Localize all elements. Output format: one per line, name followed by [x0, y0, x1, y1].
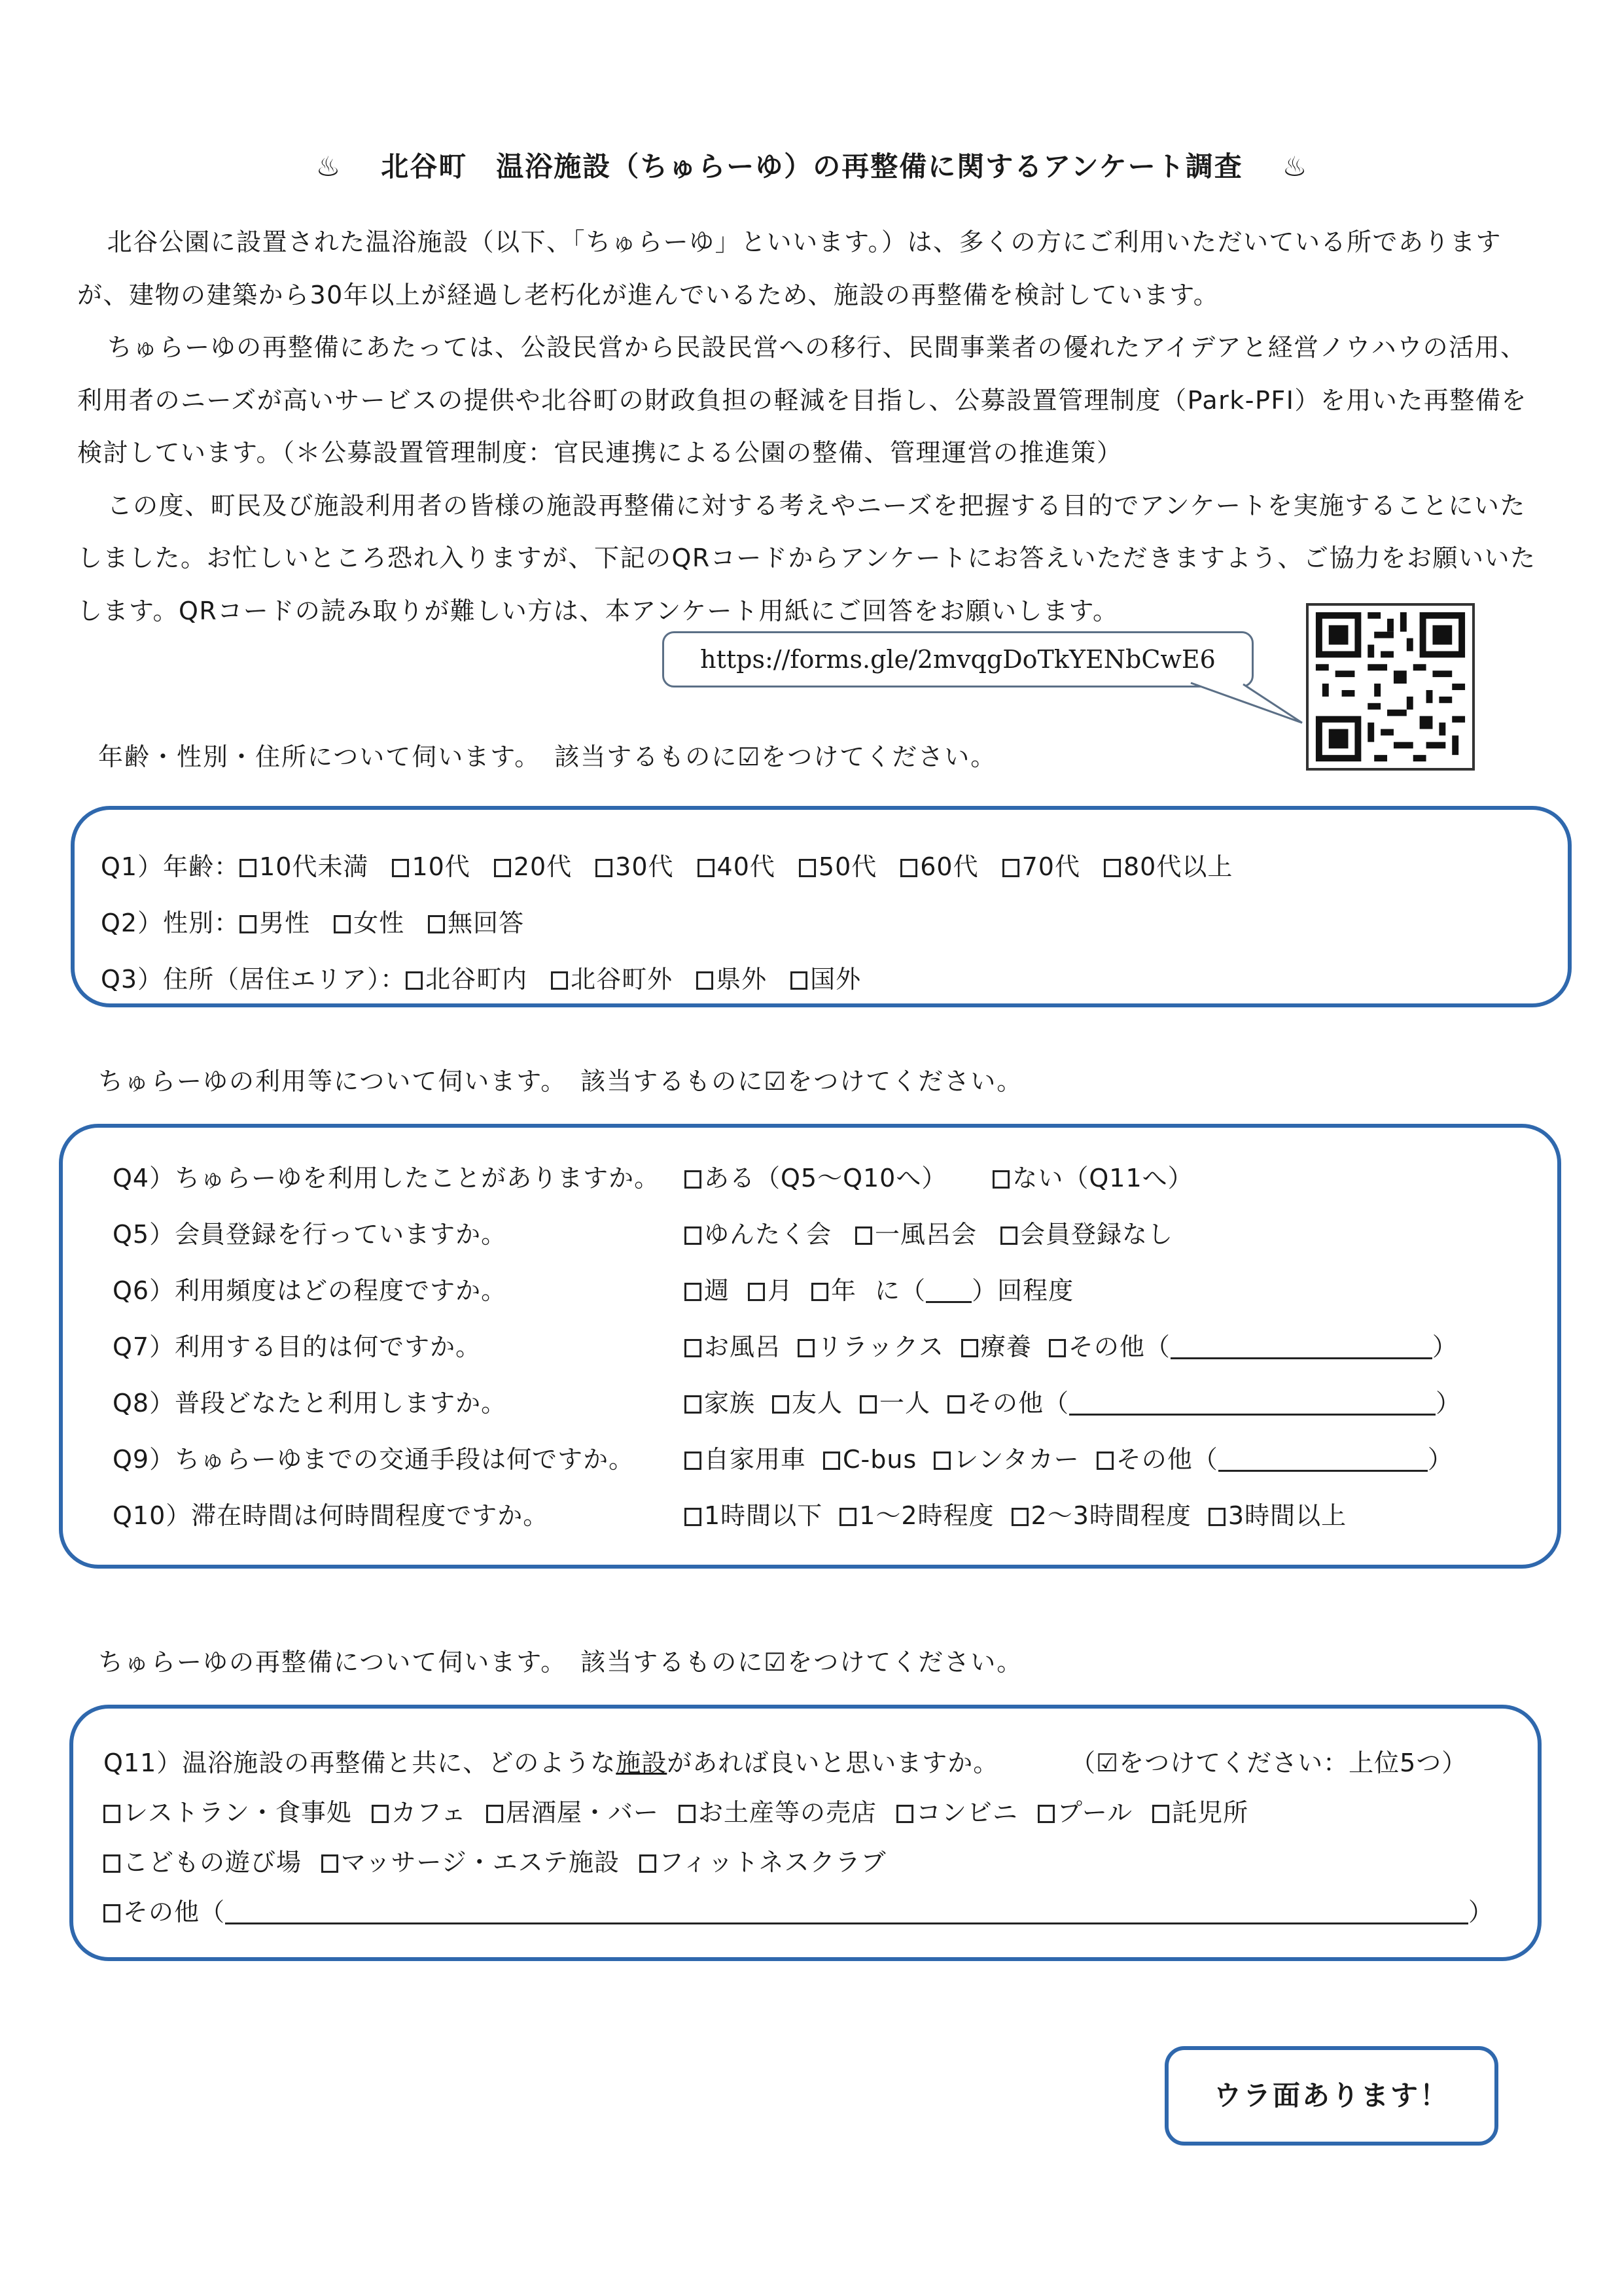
checkbox[interactable]	[1152, 1805, 1169, 1823]
q2-option[interactable]: 男性	[239, 903, 310, 939]
checkbox[interactable]	[961, 1339, 978, 1357]
q10-option[interactable]: 1時間以下	[684, 1495, 822, 1531]
q3-label: Q3）住所（居住エリア）：	[101, 965, 406, 994]
q9-other-field[interactable]	[1218, 1448, 1428, 1472]
q9-option[interactable]: 自家用車	[684, 1439, 806, 1475]
q11-other-row	[103, 1892, 1494, 1928]
q8-label: Q8）普段どなたと利用しますか。	[113, 1389, 507, 1418]
checkbox[interactable]	[993, 1170, 1010, 1189]
q1-label: Q1）年齢：	[101, 852, 240, 881]
q1-option[interactable]: 80代以上	[1104, 846, 1233, 882]
q9-option[interactable]: その他（	[1097, 1445, 1218, 1474]
q10-option[interactable]: 1～2時程度	[839, 1495, 994, 1531]
checkbox[interactable]	[900, 859, 917, 877]
q11-option[interactable]: フィットネスクラブ	[639, 1842, 887, 1878]
q4-options	[684, 1158, 1217, 1194]
checkbox[interactable]	[684, 1395, 701, 1414]
checkbox[interactable]	[896, 1805, 913, 1823]
q9-close-paren: ）	[1427, 1445, 1453, 1474]
q10-option[interactable]: 3時間以上	[1209, 1495, 1347, 1531]
checkbox[interactable]	[684, 1226, 701, 1245]
checkbox[interactable]	[103, 1904, 120, 1922]
checkbox[interactable]	[1012, 1508, 1029, 1526]
q8-option[interactable]: 家族	[684, 1383, 755, 1419]
intro-paragraph-2: ちゅらーゆの再整備にあたっては、公設民営から民設民営への移行、民間事業者の優れたアイデアと経営ノウハウの活用、利用者のニーズが高いサービスの提供や北谷町の財政負担の軽減を目指し、公募設置管理制度（Park-PFI）を用いた再整備を検討しています。（＊公募設置管理制度：官民連携による公園の整備、管理運営の推進策）	[77, 333, 1527, 467]
checkbox[interactable]	[839, 1508, 856, 1526]
checkbox[interactable]	[934, 1452, 951, 1470]
q11-label-a: Q11）温浴施設の再整備と共に、どのような	[103, 1748, 616, 1777]
q2-option[interactable]: 無回答	[428, 903, 524, 939]
q11-options-row2	[103, 1842, 910, 1878]
checkbox[interactable]	[372, 1805, 389, 1823]
checkbox[interactable]	[428, 915, 445, 933]
q1-option[interactable]: 60代	[900, 846, 978, 882]
checkbox[interactable]	[1097, 1452, 1114, 1470]
q8-other-field[interactable]	[1069, 1391, 1436, 1416]
q5-options	[684, 1214, 1197, 1250]
q11-option[interactable]: 託児所	[1152, 1792, 1248, 1828]
q2-label: Q2）性別：	[101, 909, 240, 937]
checkbox[interactable]	[595, 859, 612, 877]
q11-option[interactable]: プール	[1038, 1792, 1133, 1828]
q6-option[interactable]: 週	[684, 1270, 730, 1306]
q6-suffix-post: ）回程度	[972, 1276, 1074, 1305]
back-page-note: ウラ面あります！	[1165, 2046, 1498, 2146]
q4-option[interactable]: ある（Q5～Q10へ）	[684, 1158, 947, 1194]
q11-option[interactable]: 居酒屋・バー	[486, 1792, 659, 1828]
checkbox[interactable]	[748, 1283, 765, 1301]
q6-count-field[interactable]	[926, 1279, 972, 1303]
q5-label: Q5）会員登録を行っていますか。	[113, 1220, 507, 1249]
checkbox[interactable]	[684, 1339, 701, 1357]
checkbox[interactable]	[406, 971, 423, 990]
qr-code[interactable]	[1306, 603, 1475, 771]
q7-option[interactable]: 療養	[961, 1327, 1032, 1363]
q11-close-paren: ）	[1468, 1898, 1494, 1926]
q11-option[interactable]: レストラン・食事処	[103, 1792, 352, 1828]
q7-label: Q7）利用する目的は何ですか。	[113, 1332, 482, 1361]
hot-spring-icon: ♨	[1282, 150, 1309, 183]
q5-option[interactable]: ゆんたく会	[684, 1214, 832, 1250]
checkbox[interactable]	[1000, 1226, 1017, 1245]
q9-option[interactable]: C-bus	[823, 1445, 917, 1474]
checkbox[interactable]	[799, 859, 816, 877]
q11-option[interactable]: こどもの遊び場	[103, 1842, 302, 1878]
q10-options	[684, 1495, 1370, 1531]
q5-option[interactable]: 一風呂会	[855, 1214, 977, 1250]
checkbox[interactable]	[551, 971, 568, 990]
survey-url[interactable]: https://forms.gle/2mvqgDoTkYENbCwE6	[662, 631, 1254, 687]
checkbox[interactable]	[679, 1805, 696, 1823]
speech-bubble-tail	[1165, 661, 1309, 733]
q1-option[interactable]: 70代	[1002, 846, 1080, 882]
q9-option[interactable]: レンタカー	[934, 1439, 1080, 1475]
q1-option[interactable]: 10代未満	[239, 846, 368, 882]
q11-option[interactable]: コンビニ	[896, 1792, 1018, 1828]
checkbox[interactable]	[334, 915, 351, 933]
q11-label	[103, 1743, 998, 1779]
checkbox[interactable]	[103, 1854, 120, 1873]
q7-option[interactable]: お風呂	[684, 1327, 781, 1363]
q3-option[interactable]: 県外	[696, 959, 767, 995]
section2-label: ちゅらーゆの利用等について伺います。 該当するものに☑をつけてください。	[98, 1067, 1023, 1096]
q6-label: Q6）利用頻度はどの程度ですか。	[113, 1276, 507, 1305]
q11-options-row1	[103, 1792, 1272, 1828]
q1-row	[101, 846, 1256, 882]
checkbox[interactable]	[1049, 1339, 1066, 1357]
checkbox[interactable]	[823, 1452, 840, 1470]
q11-note: （☑をつけてください：上位5つ）	[1070, 1748, 1468, 1777]
checkbox[interactable]	[684, 1283, 701, 1301]
checkbox[interactable]	[684, 1170, 701, 1189]
q6-option[interactable]: 年	[811, 1270, 856, 1306]
intro-paragraph-3: この度、町民及び施設利用者の皆様の施設再整備に対する考えやニーズを把握する目的でアンケートを実施することにいたしました。お忙しいところ恐れ入りますが、下記のQRコードからアンケートにお答えいただきますよう、ご協力をお願いいたします。QRコードの読み取りが難しい方は、本アンケート用紙にご回答をお願いします。	[77, 491, 1536, 625]
q7-close-paren: ）	[1432, 1332, 1458, 1361]
checkbox[interactable]	[1104, 859, 1121, 877]
checkbox[interactable]	[860, 1395, 877, 1414]
checkbox[interactable]	[947, 1395, 964, 1414]
checkbox[interactable]	[790, 971, 807, 990]
q2-row	[101, 903, 548, 939]
checkbox[interactable]	[639, 1854, 656, 1873]
checkbox[interactable]	[392, 859, 409, 877]
q11-option[interactable]: お土産等の売店	[679, 1792, 877, 1828]
checkbox[interactable]	[1002, 859, 1019, 877]
checkbox[interactable]	[486, 1805, 503, 1823]
q11-option[interactable]: マッサージ・エステ施設	[321, 1842, 620, 1878]
q7-option[interactable]: その他（	[1049, 1332, 1171, 1361]
q11-option-other[interactable]: その他（	[103, 1898, 225, 1926]
checkbox[interactable]	[811, 1283, 828, 1301]
q2-option[interactable]: 女性	[334, 903, 404, 939]
section1-label: 年齢・性別・住所について伺います。 該当するものに☑をつけてください。	[98, 742, 997, 771]
section3-label: ちゅらーゆの再整備について伺います。 該当するものに☑をつけてください。	[98, 1648, 1023, 1677]
q4-option[interactable]: ない（Q11へ）	[993, 1158, 1193, 1194]
q8-option[interactable]: 友人	[772, 1383, 843, 1419]
q10-label: Q10）滞在時間は何時間程度ですか。	[113, 1501, 549, 1530]
q1-option[interactable]: 10代	[392, 846, 470, 882]
checkbox[interactable]	[1209, 1508, 1226, 1526]
q3-option[interactable]: 北谷町外	[551, 959, 673, 995]
q6-options	[684, 1270, 1074, 1306]
q1-option[interactable]: 20代	[494, 846, 572, 882]
q3-option[interactable]: 国外	[790, 959, 861, 995]
q6-suffix-pre: に（	[875, 1276, 927, 1305]
checkbox[interactable]	[1038, 1805, 1055, 1823]
q1-option[interactable]: 50代	[799, 846, 877, 882]
q7-option[interactable]: リラックス	[798, 1327, 944, 1363]
checkbox[interactable]	[855, 1226, 872, 1245]
checkbox[interactable]	[494, 859, 511, 877]
checkbox[interactable]	[772, 1395, 789, 1414]
q5-option[interactable]: 会員登録なし	[1000, 1214, 1173, 1250]
q8-options	[684, 1383, 1461, 1419]
intro-text	[77, 216, 1549, 637]
title-text: 北谷町 温浴施設（ちゅらーゆ）の再整備に関するアンケート調査	[381, 150, 1243, 183]
q3-option[interactable]: 北谷町内	[406, 959, 527, 995]
checkbox[interactable]	[239, 859, 256, 877]
checkbox[interactable]	[696, 971, 713, 990]
q4-label: Q4）ちゅらーゆを利用したことがありますか。	[113, 1164, 660, 1192]
checkbox[interactable]	[798, 1339, 815, 1357]
intro-paragraph-1: 北谷公園に設置された温浴施設（以下、「ちゅらーゆ」といいます。）は、多くの方にご利用いただいている所でありますが、建物の建築から30年以上が経過し老朽化が進んでいるため、施設の再整備を検討しています。	[77, 228, 1502, 309]
q10-option[interactable]: 2～3時間程度	[1012, 1495, 1192, 1531]
q11-label-b: があれば良いと思いますか。	[667, 1748, 999, 1777]
q3-row	[101, 959, 885, 995]
q7-options	[684, 1327, 1458, 1363]
checkbox[interactable]	[684, 1508, 701, 1526]
page-title	[0, 145, 1624, 184]
checkbox[interactable]	[697, 859, 715, 877]
q11-option[interactable]: カフェ	[372, 1792, 467, 1828]
q1-option[interactable]: 40代	[697, 846, 775, 882]
q8-option[interactable]: その他（	[947, 1389, 1069, 1418]
q6-option[interactable]: 月	[748, 1270, 793, 1306]
checkbox[interactable]	[321, 1854, 338, 1873]
q11-label-underlined: 施設	[616, 1748, 667, 1777]
q8-option[interactable]: 一人	[860, 1383, 930, 1419]
q11-other-field[interactable]	[225, 1900, 1468, 1924]
q7-other-field[interactable]	[1171, 1335, 1432, 1359]
hot-spring-icon: ♨	[315, 150, 342, 183]
q9-label: Q9）ちゅらーゆまでの交通手段は何ですか。	[113, 1445, 635, 1474]
q1-option[interactable]: 30代	[595, 846, 673, 882]
qr-code-icon	[1309, 606, 1472, 768]
q8-close-paren: ）	[1436, 1389, 1462, 1418]
checkbox[interactable]	[684, 1452, 701, 1470]
checkbox[interactable]	[103, 1805, 120, 1823]
checkbox[interactable]	[239, 915, 256, 933]
q9-options	[684, 1439, 1453, 1475]
